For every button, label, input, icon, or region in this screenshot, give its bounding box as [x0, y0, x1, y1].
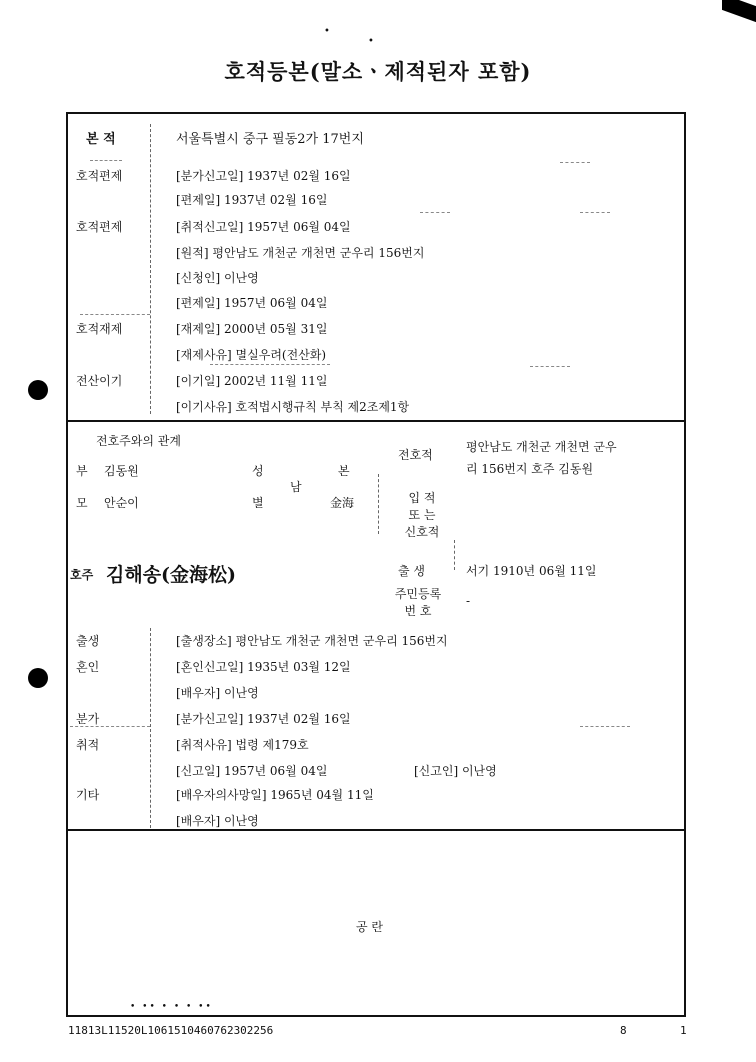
entry-label [394, 490, 450, 541]
event-value: [배우자] 이난영 [176, 686, 259, 700]
entry-label-line: 신호적 [404, 525, 440, 539]
faint-mark [70, 726, 150, 727]
header-row-value: [재제사유] 멸실우려(전산화) [176, 348, 327, 362]
rrn-label [380, 586, 456, 620]
surname-origin-label: 본 [338, 464, 350, 478]
header-row-label: 호적편제 [76, 169, 123, 183]
header-row-value: [편제일] 1937년 02월 16일 [176, 193, 328, 207]
event-label: 기타 [76, 788, 100, 802]
birth-label: 출 생 [398, 564, 425, 578]
header-row-label: 전산이기 [76, 374, 123, 388]
punch-hole [28, 668, 48, 688]
faint-mark [580, 212, 610, 213]
gender-label: 성 [252, 464, 264, 478]
scan-corner [722, 0, 756, 22]
section-divider [66, 420, 686, 422]
prev-head-value: 평안남도 개천군 개천면 군우 [466, 440, 617, 454]
scan-mark: • [324, 26, 330, 37]
rrn-label-line: 번 호 [404, 604, 432, 618]
header-row-value: [이기사유] 호적법시행규칙 부칙 제2조제1항 [176, 400, 410, 414]
mother-label: 모 [76, 496, 88, 510]
header-row-value: [이기일] 2002년 11월 11일 [176, 374, 328, 388]
scan-mark: • [368, 36, 374, 47]
event-value: [배우자] 이난영 [176, 814, 259, 828]
event-value: [분가신고일] 1937년 02월 16일 [176, 712, 351, 726]
header-row-value: [취적신고일] 1957년 06월 04일 [176, 220, 351, 234]
faint-mark [420, 212, 450, 213]
relation-label: 전호주와의 관계 [96, 434, 181, 448]
section-divider [66, 829, 686, 831]
domicile-label: 본 적 [86, 132, 116, 147]
faint-mark [530, 366, 570, 367]
faint-mark [90, 160, 122, 161]
column-divider [150, 124, 151, 414]
event-value: [취적사유] 법령 제179호 [176, 738, 309, 752]
event-label: 취적 [76, 738, 100, 752]
father-name: 김동원 [104, 464, 139, 478]
header-row-value: [재제일] 2000년 05월 31일 [176, 322, 328, 336]
document-title: 호적등본(말소ㆍ제적된자 포함) [224, 59, 532, 84]
blank-section-text: 공 란 [356, 920, 383, 934]
head-name: 김해송(金海松) [106, 564, 237, 586]
mother-name: 안순이 [104, 496, 139, 510]
event-value: [출생장소] 평안남도 개천군 개천면 군우리 156번지 [176, 634, 448, 648]
faint-mark [560, 162, 590, 163]
column-divider [150, 628, 151, 828]
prev-head-label: 전호적 [398, 448, 433, 462]
header-row-label: 호적편제 [76, 220, 123, 234]
rrn-value: - [466, 594, 471, 608]
header-row-value: [신청인] 이난영 [176, 271, 259, 285]
prev-head-value: 리 156번지 호주 김동원 [466, 462, 594, 476]
event-label: 혼인 [76, 660, 100, 674]
header-row-label: 호적재제 [76, 322, 123, 336]
rrn-label-line: 주민등록 [394, 587, 442, 601]
birth-value: 서기 1910년 06월 11일 [466, 564, 597, 578]
entry-label-line: 또 는 [408, 508, 436, 522]
head-label: 호주 [70, 568, 94, 582]
scan-noise: • •• • • • •• [130, 1002, 213, 1012]
reporter-value: [신고인] 이난영 [414, 764, 497, 778]
gender-label: 별 [252, 496, 264, 510]
event-label: 분가 [76, 712, 100, 726]
punch-hole [28, 380, 48, 400]
event-value: [신고일] 1957년 06월 04일 [176, 764, 328, 778]
header-row-value: [원적] 평안남도 개천군 개천면 군우리 156번지 [176, 246, 425, 260]
gender-value: 남 [290, 480, 302, 494]
faint-mark [210, 364, 330, 365]
father-label: 부 [76, 464, 88, 478]
surname-origin-value: 金海 [330, 496, 355, 510]
header-row-value: [분가신고일] 1937년 02월 16일 [176, 169, 351, 183]
event-label: 출생 [76, 634, 100, 648]
footer-page-mark: 8 [620, 1024, 627, 1037]
event-value: [배우자의사망일] 1965년 04월 11일 [176, 788, 374, 802]
entry-label-line: 입 적 [408, 491, 436, 505]
footer-page-number: 1 [680, 1024, 687, 1037]
footer-code: 11813L11520L1061510460762302256 [68, 1024, 274, 1037]
faint-mark [80, 314, 150, 315]
column-divider [378, 474, 379, 534]
domicile-value: 서울특별시 중구 필동2가 17번지 [176, 132, 364, 147]
header-row-value: [편제일] 1957년 06월 04일 [176, 296, 328, 310]
column-divider [454, 540, 455, 570]
faint-mark [580, 726, 630, 727]
event-value: [혼인신고일] 1935년 03월 12일 [176, 660, 351, 674]
